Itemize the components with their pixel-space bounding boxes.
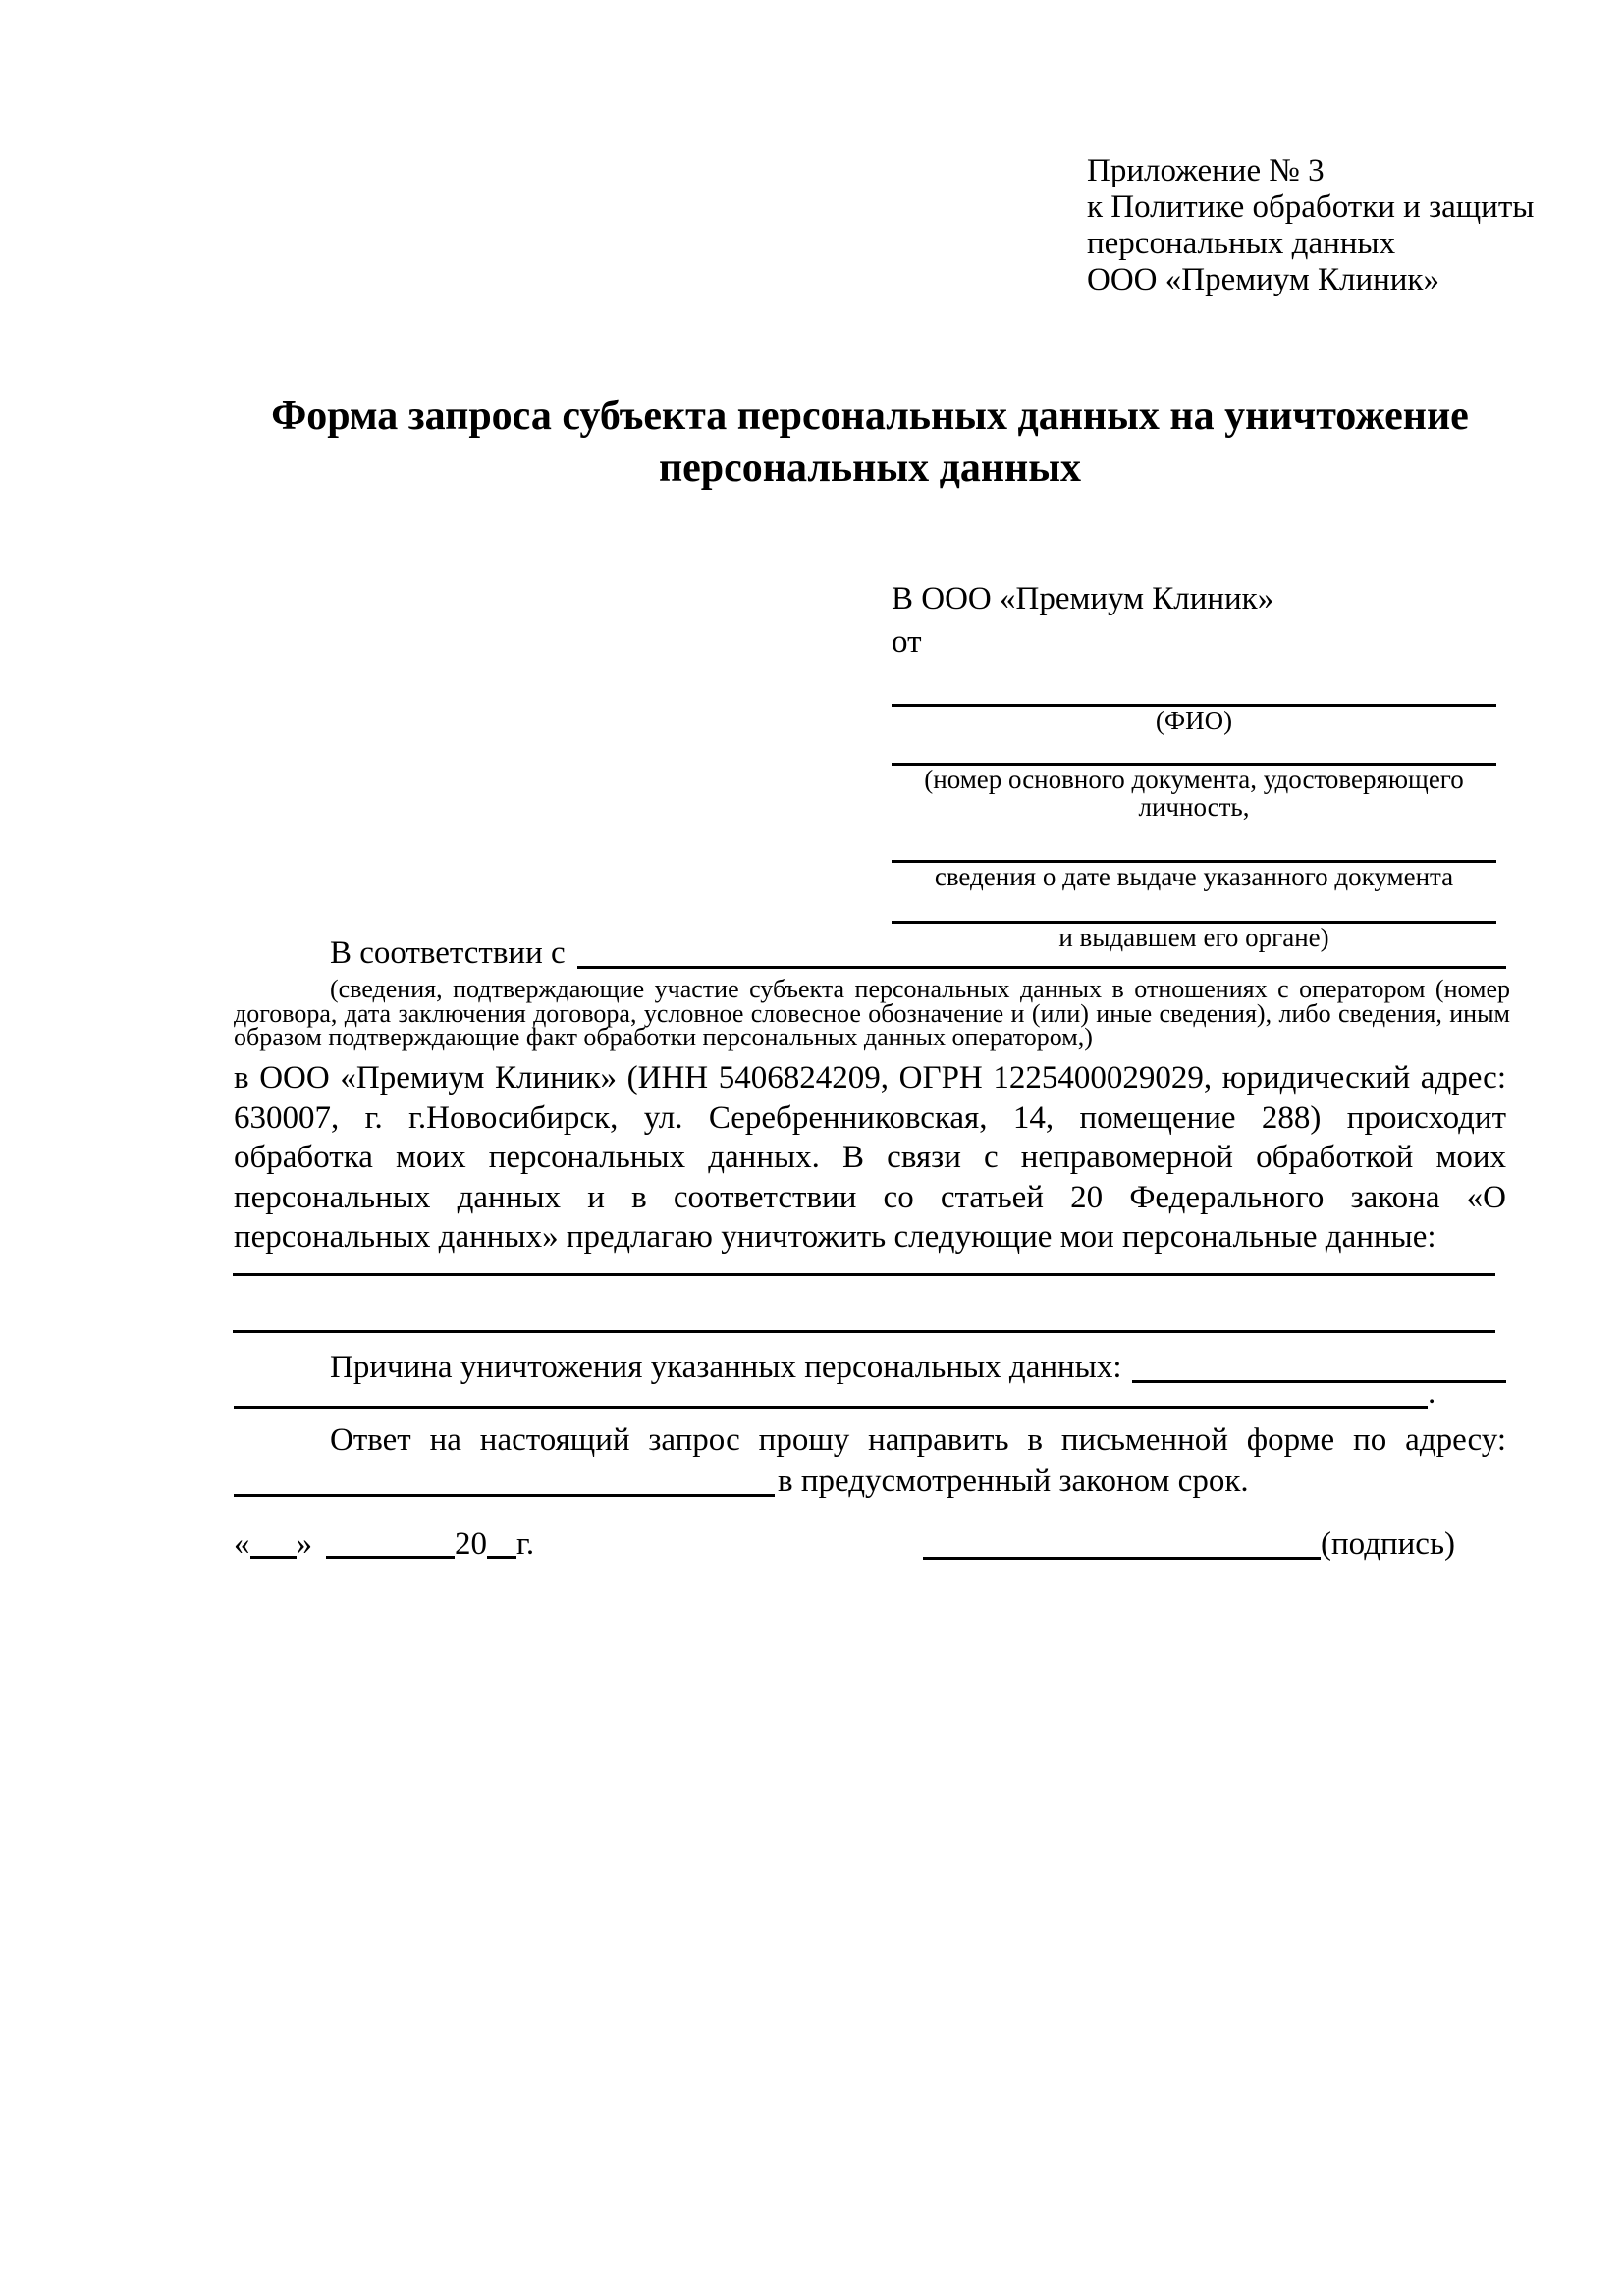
address-blank-line [234,1494,775,1497]
date-close-quote: » [296,1526,312,1562]
fio-blank-line [892,664,1496,707]
answer-tail-text: в предусмотренный законом срок. [778,1464,1249,1499]
reason-blank-line-2 [234,1406,1428,1409]
main-paragraph: в ООО «Премиум Клиник» (ИНН 5406824209, ОГРН 1225400029029, юридический адрес: 630007, г. г.Новосибирск, ул. Серебренниковская, 14, помещение 288) происходит обработка моих персональных данных. В связи с неправомерной обработкой моих персональных данных и в соответствии со статьей 20 Федерального закона «О персональных данных» предлагаю уничтожить следующие мои персональные данные: [234,1060,1506,1255]
fio-caption: (ФИО) [1155,706,1233,735]
accordance-blank-line [577,966,1506,969]
appendix-policy-line2: персональных данных [1087,226,1396,261]
personal-data-blank-line-1 [233,1273,1495,1276]
accordance-label: В соответствии с [330,935,566,971]
document-number-caption: (номер основного документа, удостоверяющего личность, [924,765,1464,822]
appendix-header [1087,153,1534,298]
accordance-fine-print: (сведения, подтверждающие участие субъекта персональных данных в отношениях с оператором (номер договора, дата заключения договора, условное словесное обозначение и (или) иные сведения), либо сведения, иным образом подтверждающие факт обработки персональных данных оператором,) [234,975,1510,1051]
date-day-blank [250,1556,297,1559]
addressee-from-label: от [892,624,922,660]
appendix-number: Приложение № 3 [1087,153,1325,188]
addressee-block [892,577,1496,951]
signature-blank-line [923,1557,1321,1560]
date-month-blank [326,1556,455,1559]
page-title-line2: персональных данных [658,446,1082,491]
answer-address-row [234,1461,1506,1502]
page-title [234,391,1506,495]
signature-caption: (подпись) [1321,1526,1455,1562]
period-text: . [1428,1375,1436,1411]
date-open-quote: « [234,1526,250,1562]
date-year-prefix: 20 [455,1526,487,1562]
page-title-line1: Форма запроса субъекта персональных данных на уничтожение [271,394,1469,439]
reason-label: Причина уничтожения указанных персональных данных: [330,1350,1122,1385]
document-number-blank-line [892,734,1496,766]
signature-field [923,1523,1455,1565]
date-year-suffix: г. [516,1526,535,1562]
issue-date-caption: сведения о дате выдаче указанного документа [934,862,1454,891]
appendix-policy-line: к Политике обработки и защиты [1087,189,1535,225]
issuing-authority-caption: и выдавшем его органе) [1058,923,1329,952]
appendix-company: ООО «Премиум Клиник» [1087,262,1439,297]
accordance-row [234,933,1506,974]
issuing-authority-blank-line [892,890,1496,924]
issue-date-blank-line [892,821,1496,863]
personal-data-blank-line-2 [233,1330,1495,1333]
reason-continuation-row [234,1372,1506,1414]
date-field [234,1523,534,1565]
answer-paragraph: Ответ на настоящий запрос прошу направить в письменной форме по адресу: [330,1422,1506,1458]
addressee-company: В ООО «Премиум Клиник» [892,581,1274,616]
date-year-blank [487,1556,516,1559]
